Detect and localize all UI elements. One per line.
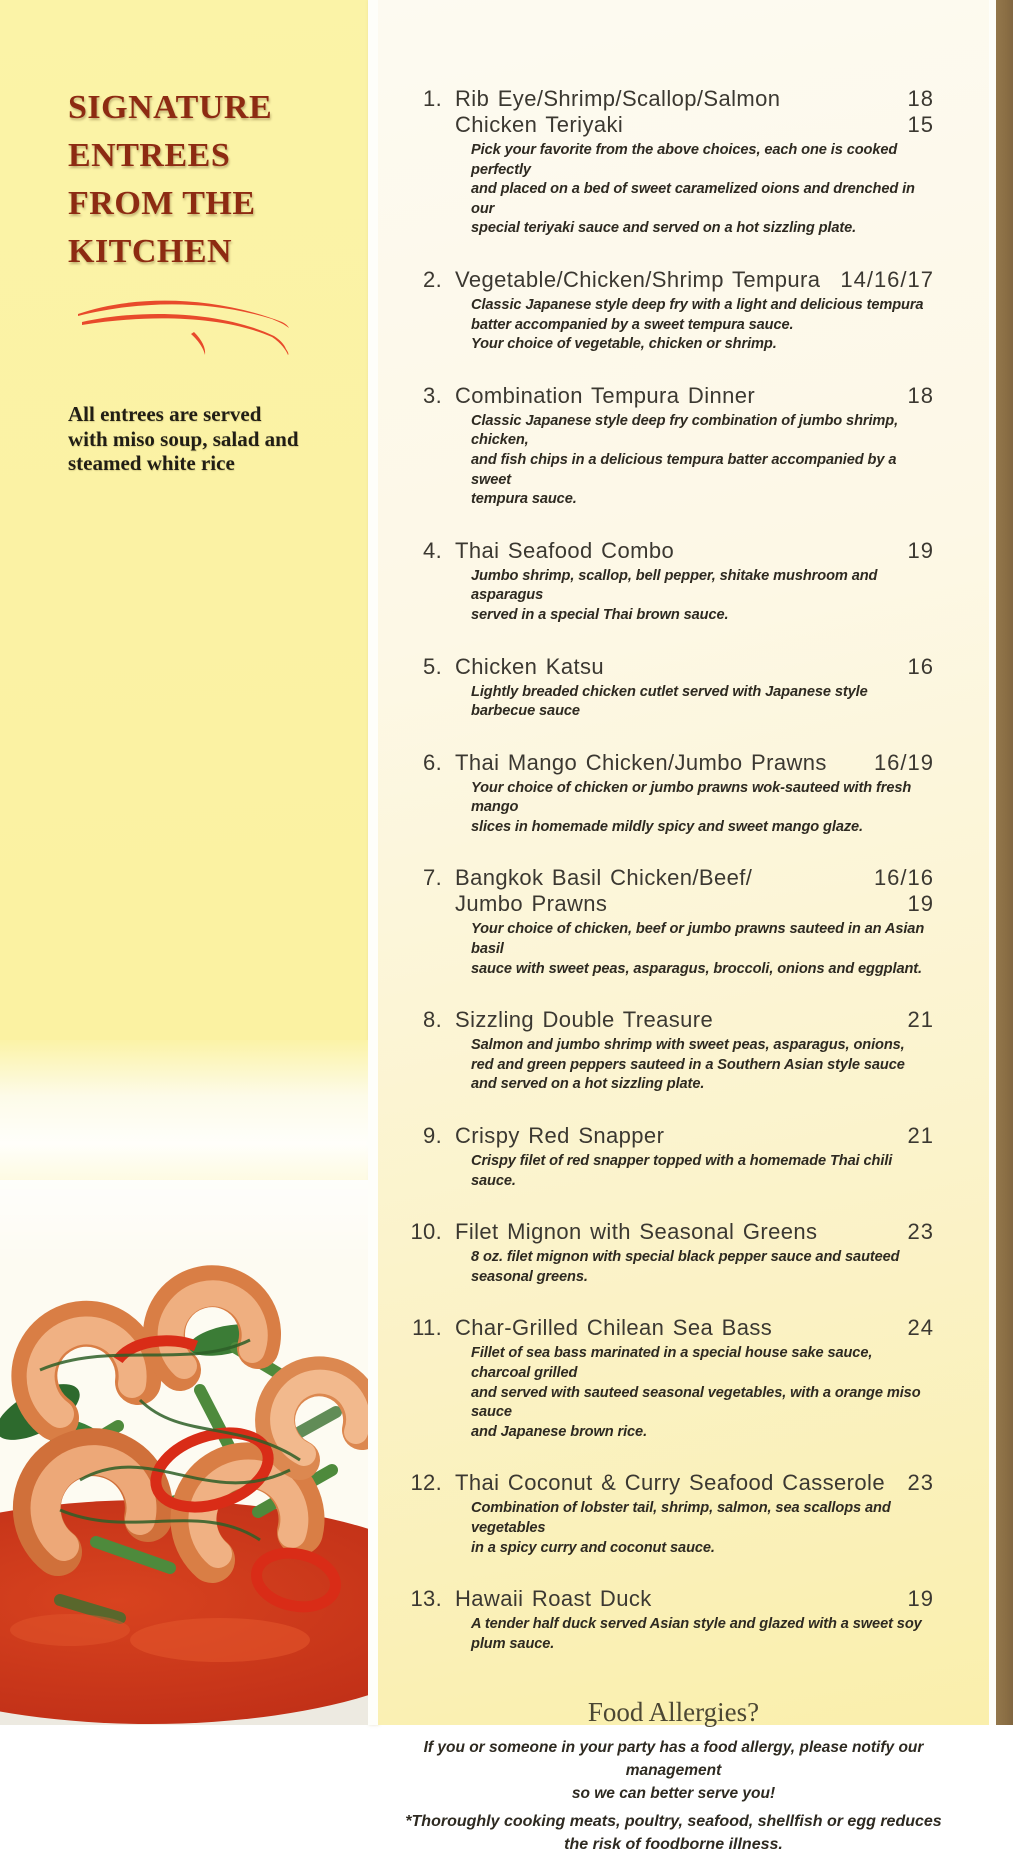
item-number: 10. — [410, 1219, 442, 1245]
item-description-line: plum sauce. — [471, 1635, 555, 1652]
item-name: Filet Mignon with Seasonal Greens — [455, 1219, 818, 1245]
item-description-line: slices in homemade mildly spicy and sweet mango glaze. — [471, 818, 864, 835]
item-description — [471, 1036, 934, 1095]
item-name-line — [455, 1007, 934, 1033]
item-description — [471, 920, 934, 979]
item-price: 16/16 — [873, 865, 934, 891]
item-name: Sizzling Double Treasure — [455, 1007, 714, 1033]
item-name: Char-Grilled Chilean Sea Bass — [455, 1315, 773, 1341]
item-name: Hawaii Roast Duck — [455, 1586, 652, 1612]
item-body — [455, 267, 989, 355]
item-description-line: A tender half duck served Asian style and glazed with a sweet soy — [471, 1616, 922, 1633]
item-price: 15 — [907, 112, 934, 137]
item-description — [471, 779, 934, 838]
item-description-line: served in a special Thai brown sauce. — [471, 606, 729, 623]
item-body — [455, 1219, 989, 1287]
item-description-line: Lightly breaded chicken cutlet served with Japanese style barbecue sauce — [471, 683, 868, 720]
item-name: Thai Mango Chicken/Jumbo Prawns — [455, 749, 827, 775]
item-description-line: sauce with sweet peas, asparagus, broccoli, onions and eggplant. — [471, 960, 922, 977]
page-title-line: FROM THE — [68, 185, 256, 222]
item-description-line: Classic Japanese style deep fry with a light and delicious tempura — [471, 296, 924, 313]
item-description-line: and served on a hot sizzling plate. — [471, 1076, 705, 1093]
item-description-line: Your choice of vegetable, chicken or shrimp. — [471, 336, 777, 353]
item-body — [455, 383, 989, 510]
shrimp-dish-photo — [0, 1040, 368, 1725]
item-name-line — [455, 1586, 934, 1612]
allergy-line-3: *Thoroughly cooking meats, poultry, seafood, shellfish or egg reduces the risk of foodborne illness. — [405, 1813, 942, 1854]
item-price: 24 — [907, 1315, 934, 1341]
item-description-line: red and green peppers sauteed in a Southern Asian style sauce — [471, 1056, 905, 1073]
item-description-line: special teriyaki sauce and served on a hot sizzling plate. — [471, 220, 857, 237]
item-number: 8. — [423, 1007, 442, 1033]
item-description — [471, 1248, 934, 1287]
item-name-line — [455, 538, 934, 564]
swirl-flourish-icon — [74, 292, 294, 356]
item-name-line — [455, 865, 934, 891]
item-price: 16/19 — [873, 749, 934, 775]
item-description — [471, 1152, 934, 1191]
item-number: 5. — [423, 653, 442, 679]
item-name-line — [455, 1470, 934, 1496]
item-number: 2. — [423, 266, 442, 292]
menu-item — [398, 654, 989, 722]
item-price: 18 — [907, 382, 934, 408]
item-name-line — [455, 1219, 934, 1245]
item-body — [455, 750, 989, 838]
page-title-line: ENTREES — [68, 137, 231, 174]
item-name-line — [455, 86, 934, 112]
item-price: 14/16/17 — [840, 266, 934, 292]
item-description-line: Pick your favorite from the above choices, each one is cooked perfectly — [471, 142, 898, 178]
entrees-note: All entrees are served with miso soup, salad and steamed white rice — [68, 402, 299, 475]
item-price: 16 — [907, 653, 934, 679]
item-body — [455, 1470, 989, 1558]
item-description-line: Classic Japanese style deep fry combination of jumbo shrimp, chicken, — [471, 412, 899, 449]
page-title — [68, 84, 368, 276]
item-name: Combination Tempura Dinner — [455, 382, 756, 408]
item-description-line: Combination of lobster tail, shrimp, salmon, sea scallops and vegetables — [471, 1500, 891, 1536]
item-price: 23 — [907, 1470, 934, 1496]
item-number: 11. — [412, 1315, 442, 1341]
item-name-line — [455, 112, 934, 138]
item-number: 3. — [423, 382, 442, 408]
item-body — [455, 1315, 989, 1442]
menu-item — [398, 1123, 989, 1191]
item-description — [471, 683, 934, 722]
item-description-line: Salmon and jumbo shrimp with sweet peas, asparagus, onions, — [471, 1037, 905, 1054]
page-title-line: SIGNATURE — [68, 89, 273, 126]
item-name: Jumbo Prawns — [455, 891, 608, 917]
page-title-line: KITCHEN — [68, 233, 233, 270]
menu-item — [398, 1219, 989, 1287]
item-description — [471, 1344, 934, 1442]
item-description-line: seasonal greens. — [471, 1268, 588, 1285]
item-name: Chicken Katsu — [455, 653, 605, 679]
item-description-line: and Japanese brown rice. — [471, 1423, 648, 1440]
item-name: Bangkok Basil Chicken/Beef/ — [455, 865, 753, 891]
menu-list — [398, 86, 989, 1654]
menu-item — [398, 1470, 989, 1558]
item-name-line — [455, 1123, 934, 1149]
menu-item — [398, 1007, 989, 1095]
item-number: 4. — [423, 537, 442, 563]
item-name-line — [455, 383, 934, 409]
item-number: 13. — [410, 1586, 442, 1612]
allergy-line-1: If you or someone in your party has a food allergy, please notify our management — [423, 1739, 924, 1780]
item-name-line — [455, 1315, 934, 1341]
item-description-line: Your choice of chicken or jumbo prawns wok-sauteed with fresh mango — [471, 779, 912, 816]
item-number: 12. — [410, 1470, 442, 1496]
item-body — [455, 538, 989, 626]
item-name-line — [455, 891, 934, 917]
item-description — [471, 296, 934, 355]
allergy-title: Food Allergies? — [587, 1697, 760, 1728]
menu-item — [398, 1315, 989, 1442]
item-price: 19 — [907, 1586, 934, 1612]
item-body — [455, 1007, 989, 1095]
sidebar-inner — [0, 0, 368, 476]
item-price: 21 — [907, 1007, 934, 1033]
item-name: Thai Seafood Combo — [455, 537, 675, 563]
menu-item — [398, 865, 989, 979]
item-price: 19 — [907, 537, 934, 563]
allergy-notice — [398, 1696, 989, 1856]
menu-item — [398, 383, 989, 510]
item-number: 1. — [423, 86, 442, 111]
item-description — [471, 1499, 934, 1558]
item-description-line: batter accompanied by a sweet tempura sauce. — [471, 316, 794, 333]
item-body — [455, 1123, 989, 1191]
item-number: 6. — [423, 749, 442, 775]
item-body — [455, 1586, 989, 1654]
item-body — [455, 865, 989, 979]
item-description-line: Fillet of sea bass marinated in a special house sake sauce, charcoal grilled — [471, 1345, 873, 1381]
item-description — [471, 567, 934, 626]
right-edge-band — [996, 0, 1013, 1725]
item-name: Crispy Red Snapper — [455, 1123, 665, 1149]
item-name: Thai Coconut & Curry Seafood Casserole — [455, 1470, 885, 1496]
menu-item — [398, 538, 989, 626]
allergy-line-2: so we can better serve you! — [571, 1785, 776, 1803]
item-description — [471, 412, 934, 510]
item-body — [455, 86, 989, 239]
item-number: 7. — [423, 865, 442, 891]
divider-left — [368, 0, 378, 1725]
sidebar — [0, 0, 368, 1725]
item-description-line: and fish chips in a delicious tempura batter accompanied by a sweet — [471, 451, 897, 488]
item-description-line: Crispy filet of red snapper topped with a homemade Thai chili sauce. — [471, 1153, 893, 1189]
item-number: 9. — [423, 1123, 442, 1149]
item-name: Vegetable/Chicken/Shrimp Tempura — [455, 266, 821, 292]
item-description-line: and served with sauteed seasonal vegetables, with a orange miso sauce — [471, 1384, 921, 1421]
item-name-line — [455, 750, 934, 776]
item-name-line — [455, 267, 934, 293]
item-description — [471, 141, 934, 239]
item-description-line: 8 oz. filet mignon with special black pepper sauce and sauteed — [471, 1249, 900, 1266]
item-price: 19 — [907, 891, 934, 917]
menu-item — [398, 750, 989, 838]
item-description-line: in a spicy curry and coconut sauce. — [471, 1539, 715, 1556]
item-price: 23 — [907, 1219, 934, 1245]
item-description-line: and placed on a bed of sweet caramelized oions and drenched in our — [471, 181, 915, 217]
item-description-line: Jumbo shrimp, scallop, bell pepper, shitake mushroom and asparagus — [471, 567, 878, 604]
item-description-line: tempura sauce. — [471, 491, 577, 508]
item-name-line — [455, 654, 934, 680]
menu-item — [398, 86, 989, 239]
item-description-line: Your choice of chicken, beef or jumbo prawns sauteed in an Asian basil — [471, 921, 925, 958]
menu-item — [398, 267, 989, 355]
item-body — [455, 654, 989, 722]
item-price: 21 — [907, 1123, 934, 1149]
divider-right — [989, 0, 996, 1725]
menu-item — [398, 1586, 989, 1654]
item-price: 18 — [907, 86, 934, 111]
item-name: Rib Eye/Shrimp/Scallop/Salmon — [455, 86, 781, 111]
menu-content — [378, 0, 989, 1854]
item-description — [471, 1615, 934, 1654]
item-name: Chicken Teriyaki — [455, 112, 624, 137]
